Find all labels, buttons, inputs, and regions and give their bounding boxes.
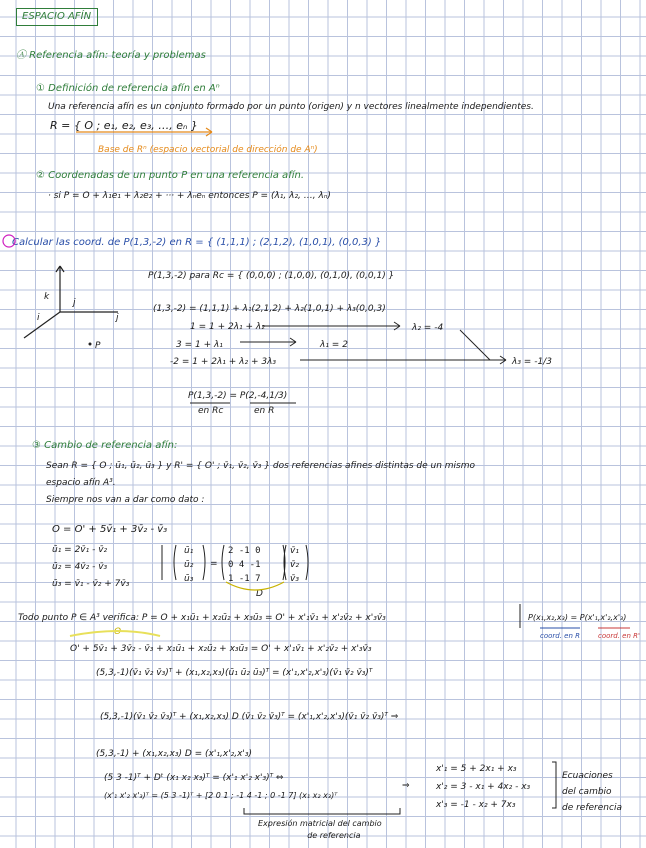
matrix-left-u1: ū₁ — [184, 546, 194, 556]
equals-sign: = — [210, 559, 218, 569]
coordinates-heading: ② Coordenadas de un punto P en una referencia afín. — [36, 170, 305, 181]
system-eq-3: x'₃ = -1 - x₂ + 7x₃ — [436, 800, 516, 810]
change-line-3: Siempre nos van a dar como dato : — [46, 495, 205, 505]
step-2: (5,3,-1)(v̄₁ v̄₂ v̄₃)ᵀ + (x₁,x₂,x₃)(ū₁ ū₂ ū₃)ᵀ = (x'₁,x'₂,x'₃)(v̄₁ v̄₂ v̄₃)ᵀ — [96, 668, 373, 678]
axis-j-small-label: j — [73, 298, 76, 308]
page-title: ESPACIO AFÍN — [22, 11, 92, 22]
change-heading: ③ Cambio de referencia afín: — [32, 440, 178, 451]
example-line-1: P(1,3,-2) para Rc = { (0,0,0) ; (1,0,0), (0,1,0), (0,0,1) } — [148, 271, 395, 281]
example-marker-icon — [3, 235, 15, 247]
matrix-row-1: 2 -1 0 — [228, 546, 261, 556]
ecuaciones-label-1: Ecuaciones — [562, 771, 613, 781]
change-line-2: espacio afín A³. — [46, 478, 116, 488]
step-3: (5,3,-1)(v̄₁ v̄₂ v̄₃)ᵀ + (x₁,x₂,x₃) D (v̄₁ v̄₂ v̄₃)ᵀ = (x'₁,x'₂,x'₃)(v̄₁ v̄₂ v̄₃)ᵀ ⇒ — [100, 712, 399, 722]
point-equality-box: P(x₁,x₂,x₃) = P(x'₁,x'₂,x'₃) — [528, 613, 627, 622]
ecuaciones-bracket — [552, 762, 556, 808]
matrix-left-u2: ū₂ — [184, 560, 194, 570]
matrix-d-brackets — [222, 545, 285, 580]
matricial-bracket — [244, 808, 400, 814]
matrix-right-v3: v̄₃ — [290, 574, 299, 584]
ecuaciones-label-3: de referencia — [562, 803, 622, 813]
result-lambda-1: λ₁ = 2 — [320, 340, 348, 350]
matrix-d-label: D — [256, 589, 263, 599]
reference-formula: R = { O ; e₁, e₂, e₃, …, eₙ } — [50, 119, 198, 132]
origin-equation: O = O' + 5v̄₁ + 3v̄₂ - v̄₃ — [52, 524, 168, 535]
label-en-r: en R — [254, 406, 275, 416]
label-en-rc: en Rc — [198, 406, 224, 416]
ecuaciones-label-2: del cambio — [562, 787, 612, 797]
final-left: (5 3 -1)ᵀ + Dᵗ (x₁ x₂ x₃)ᵀ = (x'₁ x'₂ x'₃)ᵀ ⇔ — [104, 773, 284, 783]
axis-i-label: i — [37, 313, 40, 323]
matrix-left-brackets — [174, 545, 205, 580]
change-line-1: Sean R = { O ; ū₁, ū₂, ū₃ } y R' = { O' ; v̄₁, v̄₂, v̄₃ } dos referencias afines distintas de un mismo — [46, 461, 475, 471]
example-line-2: (1,3,-2) = (1,1,1) + λ₁(2,1,2) + λ₂(1,0,1) + λ₃(0,0,3) — [153, 304, 386, 314]
u1-equation: ū₁ = 2v̄₁ - v̄₂ — [52, 545, 108, 555]
matricial-label-1: Expresión matricial del cambio — [258, 819, 382, 828]
u3-equation: ū₃ = v̄₁ - v̄₂ + 7v̄₃ — [52, 579, 130, 589]
step-4: (5,3,-1) + (x₁,x₂,x₃) D = (x'₁,x'₂,x'₃) — [96, 749, 253, 759]
o-highlight-label: O — [114, 627, 122, 637]
equation-1: 1 = 1 + 2λ₁ + λ₂ — [190, 322, 265, 332]
example-heading: Calcular las coord. de P(1,3,-2) en R = { (1,1,1) ; (2,1,2), (1,0,1), (0,0,3) } — [12, 237, 382, 248]
system-eq-2: x'₂ = 3 - x₁ + 4x₂ - x₃ — [436, 782, 531, 792]
result-lambda-2: λ₂ = -4 — [412, 323, 444, 333]
axis-k-label: k — [44, 292, 50, 302]
u2-equation: ū₂ = 4v̄₂ - v̄₃ — [52, 562, 108, 572]
o-highlight-brace — [70, 631, 160, 636]
coord-rp-label: coord. en R' — [598, 632, 640, 640]
todo-punto-text: Todo punto P ∈ A³ verifica: P = O + x₁ū₁ + x₂ū₂ + x₃ū₃ = O' + x'₁v̄₁ + x'₂v̄₂ + x'₃v̄₃ — [18, 613, 386, 623]
arrow-diagonal — [460, 330, 490, 360]
final-middle: (x'₁ x'₂ x'₃)ᵀ = (5 3 -1)ᵀ + [2 0 1 ; -1 4 -1 ; 0 -1 7] (x₁ x₂ x₃)ᵀ — [104, 791, 338, 800]
matrix-row-2: 0 4 -1 — [228, 560, 261, 570]
matrix-right-v1: v̄₁ — [290, 546, 299, 556]
axis-j-label: j — [116, 313, 119, 323]
matrix-right-v2: v̄₂ — [290, 560, 299, 570]
section-a-heading: Ⓐ Referencia afín: teoría y problemas — [16, 50, 206, 61]
base-note: Base de Rⁿ (espacio vectorial de dirección de Aⁿ) — [98, 145, 318, 155]
matrix-left-u3: ū₃ — [184, 574, 194, 584]
coordinates-text: · si P = O + λ₁e₁ + λ₂e₂ + ··· + λₙeₙ entonces P = (λ₁, λ₂, …, λₙ) — [48, 191, 331, 201]
matrix-d-brace — [226, 582, 284, 590]
equation-3: -2 = 1 + 2λ₁ + λ₂ + 3λ₃ — [170, 357, 277, 367]
matricial-label-2: de referencia — [307, 831, 361, 840]
point-p-dot — [89, 343, 92, 346]
matrix-right-brackets — [284, 545, 308, 580]
axis-x — [24, 312, 60, 338]
system-eq-1: x'₁ = 5 + 2x₁ + x₃ — [436, 764, 517, 774]
equation-2: 3 = 1 + λ₁ — [176, 340, 223, 350]
step-1: O' + 5v̄₁ + 3v̄₂ - v̄₃ + x₁ū₁ + x₂ū₂ + x₃ū₃ = O' + x'₁v̄₁ + x'₂v̄₂ + x'₃v̄₃ — [70, 644, 372, 654]
definition-text: Una referencia afín es un conjunto formado por un punto (origen) y n vectores linealmente independientes. — [48, 102, 534, 112]
point-p-label: P — [95, 341, 101, 351]
implies-arrow: ⇒ — [402, 781, 410, 791]
coord-r-label: coord. en R — [540, 632, 581, 640]
matrix-row-3: 1 -1 7 — [228, 574, 261, 584]
example-result: P(1,3,-2) = P(2,-4,1/3) — [188, 391, 288, 401]
result-lambda-3: λ₃ = -1/3 — [512, 357, 552, 367]
definition-heading: ① Definición de referencia afín en Aⁿ — [36, 83, 220, 94]
